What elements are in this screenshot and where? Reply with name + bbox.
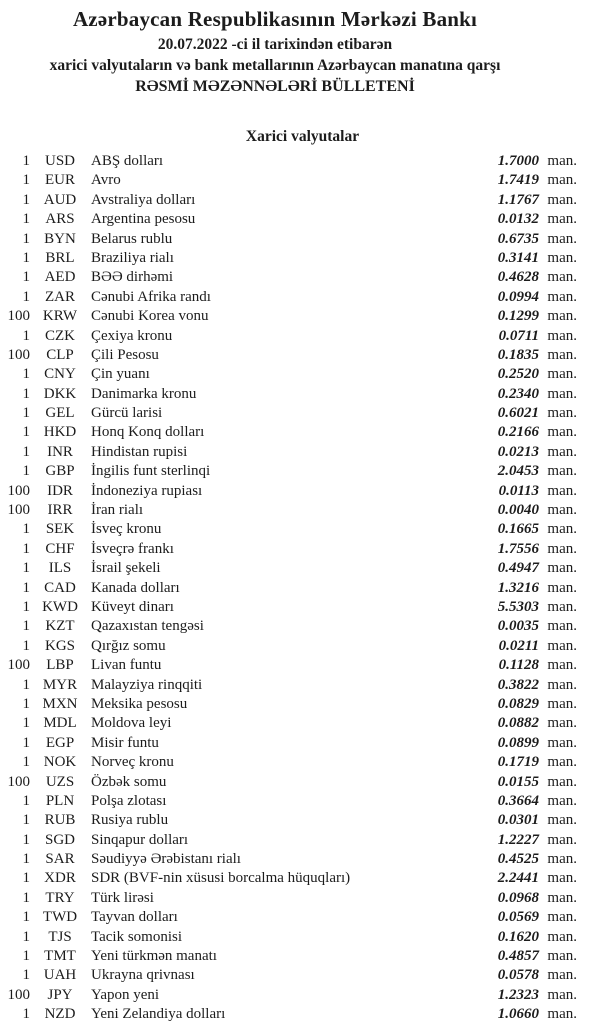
table-row <box>0 966 577 985</box>
table-row <box>0 714 577 733</box>
row-currency-code: TWD <box>42 909 78 926</box>
row-currency-name: Rusiya rublu <box>91 812 169 829</box>
row-unit-label: man. <box>547 812 577 829</box>
row-rate-value: 1.3216 <box>497 579 539 596</box>
row-quantity: 1 <box>22 288 30 305</box>
row-currency-name: Braziliya rialı <box>91 249 174 266</box>
row-quantity: 1 <box>22 424 30 441</box>
table-row <box>0 598 577 617</box>
row-unit-label: man. <box>547 773 577 790</box>
row-quantity: 1 <box>22 443 30 460</box>
row-currency-name: Cənubi Korea vonu <box>91 308 209 325</box>
row-rate-value: 5.5303 <box>497 598 539 615</box>
row-quantity: 100 <box>7 346 30 363</box>
row-rate-value: 1.2227 <box>497 831 539 848</box>
row-currency-code: UAH <box>43 967 77 984</box>
row-unit-label: man. <box>547 385 577 402</box>
row-currency-code: SGD <box>44 831 75 848</box>
row-quantity: 100 <box>7 482 30 499</box>
row-currency-code: ARS <box>45 211 75 228</box>
row-currency-code: NZD <box>44 1006 76 1023</box>
row-currency-code: EGP <box>45 734 75 751</box>
row-unit-label: man. <box>547 443 577 460</box>
row-currency-code: BRL <box>45 249 75 266</box>
row-currency-code: DKK <box>43 385 77 402</box>
table-row <box>0 695 577 714</box>
row-currency-name: Çexiya kronu <box>91 327 173 344</box>
row-currency-name: Belarus rublu <box>91 230 173 247</box>
row-currency-name: İngilis funt sterlinqi <box>91 463 211 480</box>
row-quantity: 1 <box>22 230 30 247</box>
row-unit-label: man. <box>547 967 577 984</box>
row-rate-value: 0.4628 <box>497 269 539 286</box>
row-rate-value: 1.7556 <box>497 540 539 557</box>
row-quantity: 1 <box>22 618 30 635</box>
table-row <box>0 443 577 462</box>
row-rate-value: 0.0211 <box>498 637 539 654</box>
table-row <box>0 191 577 210</box>
row-rate-value: 0.2166 <box>497 424 539 441</box>
row-quantity: 1 <box>22 560 30 577</box>
row-currency-code: IDR <box>47 482 73 499</box>
row-rate-value: 0.2520 <box>497 366 539 383</box>
table-row <box>0 986 577 1005</box>
row-quantity: 100 <box>7 986 30 1003</box>
row-quantity: 1 <box>22 909 30 926</box>
row-quantity: 1 <box>22 870 30 887</box>
row-rate-value: 0.0578 <box>497 967 539 984</box>
row-rate-value: 0.0132 <box>497 211 539 228</box>
table-row <box>0 385 577 404</box>
row-currency-name: Yapon yeni <box>91 986 160 1003</box>
row-unit-label: man. <box>547 482 577 499</box>
row-rate-value: 1.7419 <box>497 172 539 189</box>
row-currency-code: GEL <box>45 405 75 422</box>
row-rate-value: 0.6735 <box>497 230 539 247</box>
row-currency-name: Sinqapur dolları <box>91 831 189 848</box>
row-rate-value: 0.0569 <box>497 909 539 926</box>
row-rate-value: 2.2441 <box>497 870 539 887</box>
row-rate-value: 0.0113 <box>498 482 539 499</box>
row-currency-name: Hindistan rupisi <box>91 443 188 460</box>
table-row <box>0 365 577 384</box>
row-currency-code: TMT <box>44 948 76 965</box>
row-quantity: 1 <box>22 1006 30 1023</box>
table-row <box>0 869 577 888</box>
row-unit-label: man. <box>547 909 577 926</box>
row-currency-name: İsveç kronu <box>91 521 162 538</box>
row-quantity: 1 <box>22 327 30 344</box>
row-quantity: 1 <box>22 889 30 906</box>
table-row <box>0 210 577 229</box>
row-currency-code: TJS <box>48 928 72 945</box>
row-quantity: 100 <box>7 502 30 519</box>
row-currency-name: Özbək somu <box>91 773 167 790</box>
row-rate-value: 1.1767 <box>497 191 539 208</box>
row-quantity: 1 <box>22 948 30 965</box>
row-rate-value: 0.0968 <box>497 889 539 906</box>
row-unit-label: man. <box>547 153 577 169</box>
row-unit-label: man. <box>547 540 577 557</box>
row-rate-value: 0.1128 <box>498 657 539 674</box>
row-rate-value: 0.0994 <box>497 288 539 305</box>
row-currency-name: Ukrayna qrivnası <box>91 967 195 984</box>
row-currency-code: KZT <box>45 618 75 635</box>
row-currency-name: Türk lirəsi <box>91 889 154 906</box>
row-currency-code: PLN <box>45 792 75 809</box>
row-unit-label: man. <box>547 986 577 1003</box>
row-rate-value: 0.1620 <box>497 928 539 945</box>
table-row <box>0 811 577 830</box>
row-currency-code: USD <box>44 153 75 169</box>
row-unit-label: man. <box>547 579 577 596</box>
row-rate-value: 0.0882 <box>497 715 539 732</box>
row-unit-label: man. <box>547 754 577 771</box>
row-currency-name: Avstraliya dolları <box>91 191 196 208</box>
row-unit-label: man. <box>547 463 577 480</box>
row-rate-value: 0.4947 <box>497 560 539 577</box>
table-row <box>0 171 577 190</box>
row-unit-label: man. <box>547 831 577 848</box>
row-quantity: 1 <box>22 366 30 383</box>
row-currency-code: KGS <box>44 637 75 654</box>
row-currency-code: UZS <box>45 773 75 790</box>
table-row <box>0 327 577 346</box>
row-quantity: 1 <box>22 831 30 848</box>
row-currency-name: İran rialı <box>91 502 144 519</box>
row-unit-label: man. <box>547 598 577 615</box>
row-unit-label: man. <box>547 424 577 441</box>
row-unit-label: man. <box>547 870 577 887</box>
table-row <box>0 520 577 539</box>
row-rate-value: 0.0829 <box>497 695 539 712</box>
row-currency-name: İsrail şekeli <box>91 560 161 577</box>
row-currency-name: Çili Pesosu <box>91 346 159 363</box>
row-unit-label: man. <box>547 734 577 751</box>
row-unit-label: man. <box>547 695 577 712</box>
row-quantity: 1 <box>22 249 30 266</box>
table-row <box>0 230 577 249</box>
row-currency-code: LBP <box>46 657 74 674</box>
row-currency-name: İndoneziya rupiası <box>91 482 203 499</box>
row-currency-code: INR <box>47 443 73 460</box>
row-currency-code: CAD <box>44 579 76 596</box>
row-currency-code: AED <box>44 269 76 286</box>
row-currency-name: Səudiyyə Ərəbistanı rialı <box>91 851 241 868</box>
row-rate-value: 0.0040 <box>497 502 539 519</box>
row-currency-name: Yeni türkmən manatı <box>91 948 217 965</box>
table-row <box>0 1005 577 1024</box>
row-currency-name: Çin yuanı <box>91 366 150 383</box>
row-quantity: 1 <box>22 579 30 596</box>
row-currency-name: Tayvan dolları <box>91 909 178 926</box>
row-currency-name: BƏƏ dirhəmi <box>91 269 174 286</box>
row-quantity: 1 <box>22 211 30 228</box>
row-unit-label: man. <box>547 948 577 965</box>
row-unit-label: man. <box>547 249 577 266</box>
row-currency-name: Küveyt dinarı <box>91 598 174 615</box>
row-currency-code: MDL <box>43 715 77 732</box>
row-unit-label: man. <box>547 560 577 577</box>
row-rate-value: 0.1719 <box>497 754 539 771</box>
row-rate-value: 0.0711 <box>498 327 539 344</box>
row-currency-name: Qırğız somu <box>91 637 166 654</box>
table-row <box>0 462 577 481</box>
row-quantity: 1 <box>22 269 30 286</box>
row-rate-value: 0.4525 <box>497 851 539 868</box>
row-currency-code: KWD <box>42 598 78 615</box>
row-rate-value: 0.6021 <box>497 405 539 422</box>
row-currency-code: MXN <box>42 695 78 712</box>
row-currency-code: GBP <box>45 463 75 480</box>
row-rate-value: 0.1835 <box>497 346 539 363</box>
row-unit-label: man. <box>547 792 577 809</box>
row-currency-name: İsveçrə frankı <box>91 540 174 557</box>
row-quantity: 1 <box>22 967 30 984</box>
row-rate-value: 0.3822 <box>497 676 539 693</box>
table-row <box>0 559 577 578</box>
row-unit-label: man. <box>547 502 577 519</box>
row-quantity: 1 <box>22 754 30 771</box>
row-currency-code: RUB <box>44 812 76 829</box>
row-unit-label: man. <box>547 366 577 383</box>
table-row <box>0 792 577 811</box>
row-currency-code: BYN <box>44 230 76 247</box>
row-rate-value: 0.3141 <box>497 249 539 266</box>
row-rate-value: 0.0899 <box>497 734 539 751</box>
row-currency-name: Danimarka kronu <box>91 385 197 402</box>
row-currency-code: ZAR <box>45 288 75 305</box>
table-row <box>0 947 577 966</box>
table-row <box>0 501 577 520</box>
row-unit-label: man. <box>547 676 577 693</box>
row-quantity: 1 <box>22 598 30 615</box>
row-currency-code: AUD <box>43 191 77 208</box>
row-unit-label: man. <box>547 657 577 674</box>
subtitle-line: xarici valyutaların və bank metallarının Azərbaycan manatına qarşı <box>49 57 501 74</box>
row-currency-code: NOK <box>43 754 77 771</box>
table-row <box>0 288 577 307</box>
row-unit-label: man. <box>547 637 577 654</box>
row-currency-code: EUR <box>45 172 75 189</box>
row-rate-value: 0.3664 <box>497 792 539 809</box>
row-rate-value: 0.0301 <box>497 812 539 829</box>
rates-table <box>0 152 605 1025</box>
row-currency-name: Cənubi Afrika randı <box>91 288 211 305</box>
row-rate-value: 0.0155 <box>497 773 539 790</box>
table-row <box>0 423 577 442</box>
row-rate-value: 1.2323 <box>497 986 539 1003</box>
table-row <box>0 404 577 423</box>
row-quantity: 1 <box>22 385 30 402</box>
row-unit-label: man. <box>547 191 577 208</box>
row-currency-name: Malayziya rinqqiti <box>91 676 203 693</box>
row-unit-label: man. <box>547 405 577 422</box>
row-quantity: 1 <box>22 792 30 809</box>
table-row <box>0 579 577 598</box>
row-unit-label: man. <box>547 172 577 189</box>
row-rate-value: 0.0213 <box>497 443 539 460</box>
row-quantity: 1 <box>22 521 30 538</box>
row-unit-label: man. <box>547 889 577 906</box>
bank-name-title: Azərbaycan Respublikasının Mərkəzi Bankı <box>72 7 478 31</box>
table-row <box>0 753 577 772</box>
row-quantity: 1 <box>22 851 30 868</box>
table-row <box>0 773 577 792</box>
table-row <box>0 676 577 695</box>
row-rate-value: 0.4857 <box>497 948 539 965</box>
row-quantity: 1 <box>22 540 30 557</box>
row-currency-name: Argentina pesosu <box>91 211 196 228</box>
row-unit-label: man. <box>547 521 577 538</box>
row-unit-label: man. <box>547 618 577 635</box>
row-unit-label: man. <box>547 851 577 868</box>
row-currency-name: Livan funtu <box>91 657 162 674</box>
row-quantity: 100 <box>7 773 30 790</box>
table-row <box>0 482 577 501</box>
row-rate-value: 1.0660 <box>497 1006 539 1023</box>
table-row <box>0 540 577 559</box>
row-currency-name: Yeni Zelandiya dolları <box>91 1006 226 1023</box>
row-quantity: 1 <box>22 715 30 732</box>
row-currency-code: SEK <box>45 521 75 538</box>
table-row <box>0 268 577 287</box>
row-currency-name: Avro <box>91 172 121 189</box>
row-quantity: 1 <box>22 928 30 945</box>
row-currency-name: Honq Konq dolları <box>91 424 205 441</box>
row-currency-code: CNY <box>44 366 76 383</box>
row-quantity: 1 <box>22 191 30 208</box>
row-unit-label: man. <box>547 308 577 325</box>
effective-date-line: 20.07.2022 -ci il tarixindən etibarən <box>157 36 393 53</box>
row-rate-value: 2.0453 <box>497 463 539 480</box>
row-quantity: 1 <box>22 695 30 712</box>
row-unit-label: man. <box>547 230 577 247</box>
row-unit-label: man. <box>547 288 577 305</box>
row-quantity: 1 <box>22 637 30 654</box>
row-currency-name: ABŞ dolları <box>91 153 164 169</box>
row-currency-name: Gürcü larisi <box>91 405 163 422</box>
row-quantity: 100 <box>7 308 30 325</box>
row-currency-name: Norveç kronu <box>91 754 174 771</box>
row-currency-code: XDR <box>44 870 76 887</box>
row-unit-label: man. <box>547 269 577 286</box>
row-rate-value: 1.7000 <box>497 153 539 169</box>
table-row <box>0 249 577 268</box>
row-rate-value: 0.1299 <box>497 308 539 325</box>
row-quantity: 1 <box>22 676 30 693</box>
table-row <box>0 889 577 908</box>
table-row <box>0 734 577 753</box>
section-title-foreign-currencies: Xarici valyutalar <box>245 128 360 145</box>
row-unit-label: man. <box>547 211 577 228</box>
row-currency-code: CZK <box>45 327 75 344</box>
row-unit-label: man. <box>547 327 577 344</box>
row-currency-code: HKD <box>43 424 77 441</box>
table-row <box>0 656 577 675</box>
row-unit-label: man. <box>547 1006 577 1023</box>
table-row <box>0 346 577 365</box>
row-unit-label: man. <box>547 346 577 363</box>
row-currency-code: TRY <box>45 889 75 906</box>
row-currency-name: Meksika pesosu <box>91 695 188 712</box>
table-row <box>0 928 577 947</box>
row-currency-name: Kanada dolları <box>91 579 180 596</box>
row-currency-name: Qazaxıstan tengəsi <box>91 618 204 635</box>
table-row <box>0 637 577 656</box>
row-currency-code: KRW <box>42 308 78 325</box>
row-quantity: 1 <box>22 405 30 422</box>
row-currency-code: ILS <box>48 560 72 577</box>
row-unit-label: man. <box>547 928 577 945</box>
row-quantity: 1 <box>22 463 30 480</box>
table-row <box>0 307 577 326</box>
row-currency-name: SDR (BVF-nin xüsusi borcalma hüquqları) <box>91 870 351 887</box>
row-quantity: 1 <box>22 812 30 829</box>
row-currency-code: IRR <box>47 502 73 519</box>
row-currency-code: SAR <box>45 851 75 868</box>
table-row <box>0 831 577 850</box>
row-quantity: 1 <box>22 153 30 169</box>
table-row <box>0 152 577 171</box>
row-currency-name: Misir funtu <box>91 734 159 751</box>
row-rate-value: 0.2340 <box>497 385 539 402</box>
row-currency-code: MYR <box>42 676 78 693</box>
row-quantity: 100 <box>7 657 30 674</box>
table-row <box>0 908 577 927</box>
row-currency-name: Moldova leyi <box>91 715 172 732</box>
row-currency-name: Polşa zlotası <box>91 792 167 809</box>
row-rate-value: 0.0035 <box>497 618 539 635</box>
row-rate-value: 0.1665 <box>497 521 539 538</box>
row-currency-code: CLP <box>46 346 74 363</box>
row-currency-name: Tacik somonisi <box>91 928 183 945</box>
row-unit-label: man. <box>547 715 577 732</box>
row-currency-code: JPY <box>47 986 73 1003</box>
document-header <box>0 0 605 97</box>
table-row <box>0 617 577 636</box>
table-row <box>0 850 577 869</box>
bulletin-title: RƏSMİ MƏZƏNNƏLƏRİ BÜLLETENİ <box>135 78 415 95</box>
row-quantity: 1 <box>22 172 30 189</box>
row-quantity: 1 <box>22 734 30 751</box>
row-currency-code: CHF <box>45 540 75 557</box>
